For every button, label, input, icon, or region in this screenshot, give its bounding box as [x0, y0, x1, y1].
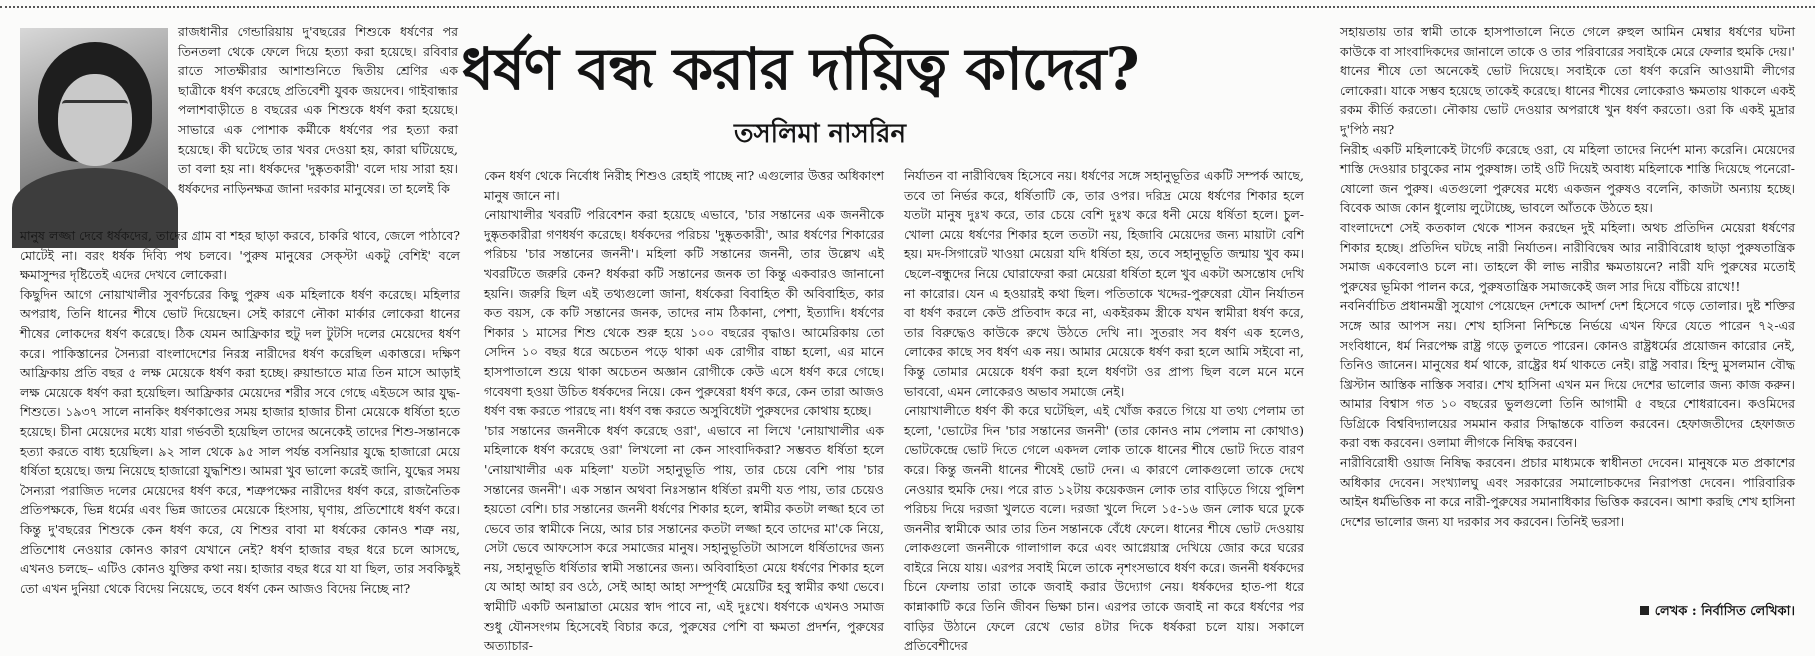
paragraph: সহায়তায় তার স্বামী তাকে হাসপাতালে নিতে গেলে রুহুল আমিন মেম্বার ধর্ষণের ঘটনা কাউকে বা সাংবাদিকদের জানালে তাকে ও তার পরিবারের সবাইকে মেরে ফেলার হুমকি দেয়।'	[1340, 24, 1795, 59]
paragraph: নোয়াখালীর খবরটি পরিবেশন করা হয়েছে এভাবে, 'চার সন্তানের এক জননীকে দুষ্কৃতকারীরা গণধর্ষণ করেছে। ধর্ষকদের পরিচয় 'দুষ্কৃতকারী', আর ধর্ষণের শিকারের পরিচয় 'চার সন্তানের জননী'। মহিলা কটি সন্তানের জননী, তার উল্লেখ এই খবরটিতে জরুরি কেন? ধর্ষকরা কটি সন্তানের জনক তা কিন্তু একবারও জানানো হয়নি। জরুরি ছিল এই তথ্যগুলো জানা, ধর্ষকেরা বিবাহিত কী অবিবাহিত, কার কত বয়স, কে কটি সন্তানের জনক, তাদের নাম ঠিকানা, পেশা, ইত্যাদি। ধর্ষণের শিকার ১ মাসের শিশু থেকে শুরু হয়ে ১০০ বছরের বৃদ্ধাও। আমেরিকায় তো সেদিন ১০ বছর ধরে অচেতন পড়ে থাকা এক রোগীর বাচ্চা হলো, এর মানে হাসপাতালে শুয়ে থাকা অচেতন অজ্ঞান রোগীকে কেউ এসে ধর্ষণ করে গেছে। গবেষণা হওয়া উচিত ধর্ষকদের নিয়ে। কেন পুরুষেরা ধর্ষণ করে, কেন তারা আজও ধর্ষণ বন্ধ করতে পারছে না। ধর্ষণ বন্ধ করতে অসুবিধেটা পুরুষদের কোথায় হচ্ছে।	[484, 207, 884, 419]
paragraph: 'চার সন্তানের জননীকে ধর্ষণ করেছে ওরা', এভাবে না লিখে 'নোয়াখালীর এক মহিলাকে ধর্ষণ করেছে ওরা' লিখলো না কেন সাংবাদিকরা? সম্ভবত ধর্ষিতা হলে 'নোয়াখালীর এক মহিলা' যতটা সহানুভূতি পায়, তার চেয়ে বেশি পায় 'চার সন্তানের জননী'। এক সন্তান অথবা নিঃসন্তান ধর্ষিতা রমণী যত পায়, তার চেয়েও হয়তো বেশি। চার সন্তানের জননী ধর্ষণের শিকার হলে, স্বামীর কতটা লজ্জা হবে তা ভেবে তার স্বামীকে নিয়ে, আর চার সন্তানের কতটা লজ্জা হবে তাদের মা'কে নিয়ে, সেটা ভেবে আফসোস করে সমাজের মানুষ। সহানুভূতিটা আসলে ধর্ষিতাদের জন্য নয়, সহানুভূতি ধর্ষিতার স্বামী সন্তানের জন্য। অবিবাহিতা মেয়ে ধর্ষণের শিকার হলে যে আহা আহা রব ওঠে, সেই আহা আহা সম্পূর্ণই মেয়েটির হবু স্বামীর কথা ভেবে। স্বামীটি একটি অনাঘ্রাতা মেয়ের স্বাদ পাবে না, এই দুঃখে। ধর্ষণকে এখনও সমাজ শুধু যৌনসংগম হিসেবেই বিচার করে, পুরুষের পেশি বা ক্ষমতা প্রদর্শন, পুরুষের অত্যাচার-	[484, 422, 884, 654]
paragraph: নির্যাতন বা নারীবিদ্বেষ হিসেবে নয়। ধর্ষণের সঙ্গে সহানুভূতির একটি সম্পর্ক আছে, তবে তা নির্ভর করে, ধর্ষিতাটি কে, তার ওপর। দরিদ্র মেয়ে ধর্ষণের শিকার হলে যতটা মানুষ দুঃখ করে, তার চেয়ে বেশি দুঃখ করে ধনী মেয়ে ধর্ষিতা হলে। চুল-খোলা মেয়ে ধর্ষণের শিকার হলে ততটা নয়, হিজাবি মেয়েদের জন্য মায়াটা বেশি হয়। মদ-সিগারেট খাওয়া মেয়েরা যদি ধর্ষিতা হয়, তবে সহানুভূতি জন্মায় খুব কম। ছেলে-বন্ধুদের নিয়ে ঘোরাফেরা করা মেয়েরা ধর্ষিতা হলে খুব একটা অসন্তোষ দেখি না কারোর। যেন এ হওয়ারই কথা ছিল। পতিতাকে খদ্দের-পুরুষেরা যৌন নির্যাতন বা ধর্ষণ করলে কেউ প্রতিবাদ করে না, একইরকম স্ত্রীকে যখন স্বামীরা ধর্ষণ করে, তার বিরুদ্ধেও কাউকে রুখে উঠতে দেখি না। সুতরাং সব ধর্ষণ এক হলেও, লোকের কাছে সব ধর্ষণ এক নয়। আমার মেয়েকে ধর্ষণ করা হলে আমি সইবো না, কিন্তু তোমার মেয়েকে ধর্ষণ করা হলে ধর্ষণটা ওর প্রাপ্য ছিল বলে মনে মনে ভাববো, এমন লোকেরও অভাব সমাজে নেই।	[904, 168, 1304, 399]
square-bullet-icon	[1640, 606, 1649, 615]
article	[20, 18, 1795, 654]
column-3	[904, 166, 1304, 654]
paragraph: মানুষ লজ্জা দেবে ধর্ষকদের, তাদের গ্রাম বা শহর ছাড়া করবে, চাকরি থাবে, জেলে পাঠাবে? মোটেই না। বরং ধর্ষক দিব্যি পথ চলবে। 'পুরুষ মানুষের সেক্স্টা একটু বেশিই' বলে ক্ষমাসুন্দর দৃষ্টিতেই এদের দেখবে লোকেরা।	[20, 228, 460, 283]
paragraph: বাংলাদেশে সেই কতকাল থেকে শাসন করছেন দুই মহিলা। অথচ প্রতিদিন মেয়েরা ধর্ষণের শিকার হচ্ছে। প্রতিদিন ঘটছে নারী নির্যাতন। নারীবিদ্বেষ আর নারীবিরোধ ছাড়া পুরুষতান্ত্রিক সমাজ একবেলাও চলে না। তাহলে কী লাভ নারীর ক্ষমতায়নে? নারী যদি পুরুষের মতোই পুরুষের ভূমিকা পালন করে, পুরুষতান্ত্রিক সমাজকেই জল সার দিয়ে বাঁচিয়ে রাখে!!	[1340, 219, 1795, 294]
paragraph: রাজধানীর গেন্ডারিয়ায় দু'বছরের শিশুকে ধর্ষণের পর তিনতলা থেকে ফেলে দিয়ে হত্যা করা হয়েছে। রবিবার রাতে সাতক্ষীরার আশাশুনিতে দ্বিতীয় শ্রেণির এক ছাত্রীকে ধর্ষণ করেছে প্রতিবেশী যুবক জয়দেব। গাইবান্ধার পলাশবাড়ীতে ৪ বছরের এক শিশুকে ধর্ষণ করা হয়েছে। সাভারে এক পোশাক কর্মীকে ধর্ষণের পর হত্যা করা হয়েছে। কী ঘটেছে তার খবর দেওয়া হয়, কারা ঘটিয়েছে, তা বলা হয় না। ধর্ষকদের 'দুষ্কৃতকারী' বলে দায় সারা হয়। ধর্ষকদের নাড়িনক্ষত্র জানা দরকার মানুষের। তা হলেই কি	[178, 24, 458, 196]
paragraph: নারীবিরোধী ওয়াজ নিষিদ্ধ করবেন। প্রচার মাধ্যমকে স্বাধীনতা দেবেন। মানুষকে মত প্রকাশের অধিকার দেবেন। সংখ্যালঘু এবং সরকারের সমালোচকদের নিরাপত্তা দেবেন। পারিবারিক আইন ধর্মভিত্তিক না করে নারী-পুরুষের সমানাধিকার ভিত্তিক করবেন। আশা করছি শেখ হাসিনা দেশের ভালোর জন্য যা দরকার সব করবেন। তিনিই ভরসা।	[1340, 455, 1795, 529]
author-photo-face	[58, 74, 132, 166]
column-2	[484, 166, 884, 654]
author-byline: তসলিমা নাসরিন	[733, 119, 907, 149]
author-photo	[20, 28, 168, 220]
column-4	[1340, 22, 1795, 582]
author-photo-glasses	[62, 100, 128, 119]
author-note-text: নির্বাসিত লেখিকা।	[1701, 604, 1795, 619]
paragraph: নোয়াখালীতে ধর্ষণ কী করে ঘটেছিল, এই খোঁজ করতে গিয়ে যা তথ্য পেলাম তা হলো, 'ভোটের দিন 'চার সন্তানের জননী' (তার কোনও নাম পেলাম না কোথাও) ভোটকেন্দ্রে ভোট দিতে গেলে একদল লোক তাকে ধানের শীষে ভোট দিতে বারণ করে। কিন্তু জননী ধানের শীষেই ভোট দেন। এ কারণে লোকগুলো তাকে দেখে নেওয়ার হুমকি দেয়। পরে রাত ১২টায় কয়েকজন লোক তার বাড়িতে গিয়ে পুলিশ পরিচয় দিয়ে দরজা খুলতে বলে। দরজা খুলে দিলে ১৫-১৬ জন লোক ঘরে ঢুকে জননীর স্বামীকে আর তার তিন সন্তানকে বেঁধে ফেলে। ধানের শীষে ভোট দেওয়ায় লোকগুলো জননীকে গালাগাল করে এবং আগ্নেয়াস্ত্র দেখিয়ে জোর করে ঘরের বাইরে নিয়ে যায়। এরপর সবাই মিলে তাকে নৃশংসভাবে ধর্ষণ করে। জননী ধর্ষকদের চিনে ফেলায় তারা তাকে জবাই করার উদ্যোগ নেয়। ধর্ষকদের হাত-পা ধরে কান্নাকাটি করে তিনি জীবন ভিক্ষা চান। এরপর তাকে জবাই না করে ধর্ষণের পর বাড়ির উঠানে ফেলে রেখে ভোর ৪টার দিকে ধর্ষকরা চলে যায়। সকালে প্রতিবেশীদের	[904, 403, 1304, 654]
paragraph: নিরীহ একটি মহিলাকেই টার্গেট করেছে ওরা, যে মহিলা তাদের নির্দেশ মান্য করেনি। মেয়েদের শাস্তি দেওয়ার চাবুকের নাম পুরুষাঙ্গ। তাই ওটি দিয়েই অবাধ্য মহিলাকে শাস্তি দিয়েছে পনেরো-ষোলো জন পুরুষ। এতগুলো পুরুষের মধ্যে একজন পুরুষও বলেনি, কাজটা অন্যায় হচ্ছে। বিবেক আজ কোন ধুলোয় লুটোচ্ছে, ভাবলে আঁতকে উঠতে হয়।	[1340, 141, 1795, 216]
paragraph: নবনির্বাচিত প্রধানমন্ত্রী সুযোগ পেয়েছেন দেশকে আদর্শ দেশ হিসেবে গড়ে তোলার। দুষ্ট শক্তির সঙ্গে আর আপস নয়। শেখ হাসিনা নিশ্চিন্তে নির্ভয়ে এখন ফিরে যেতে পারেন ৭২-এর সংবিধানে, ধর্ম নিরপেক্ষ রাষ্ট্র গড়ে তুলতে পারেন। কোনও রাষ্ট্রধর্মের প্রয়োজন কারোর নেই, তিনিও জানেন। মানুষের ধর্ম থাকে, রাষ্ট্রের ধর্ম থাকতে নেই। রাষ্ট্র সবার। হিন্দু মুসলমান বৌদ্ধ খ্রিস্টান আস্তিক নাস্তিক সবার। শেখ হাসিনা এখন মন দিয়ে দেশের ভালোর জন্য কাজ করুন। আমার বিশ্বাস গত ১০ বছরের ভুলগুলো তিনি আগামী ৫ বছরে শোধরাবেন। কওমিদের ডিগ্রিকে বিশ্ববিদ্যালয়ের সমমান করার সিদ্ধান্তকে বাতিল করবেন। হেফাজতীদের হেফাজত করা বন্ধ করবেন। ওলামা লীগকে নিষিদ্ধ করবেন।	[1340, 298, 1795, 451]
column-1-bottom	[20, 226, 460, 618]
paragraph: কিছুদিন আগে নোয়াখালীর সুবর্ণচরের কিছু পুরুষ এক মহিলাকে ধর্ষণ করেছে। মহিলার অপরাধ, তিনি ধানের শীষে ভোট দিয়েছেন। সেই কারণে নৌকা মার্কার লোকেরা ধানের শীষের লোকদের ধর্ষণ করেছে। ঠিক যেমন আফ্রিকার হুটু দল টুটসি দলের মেয়েদের ধর্ষণ করে। পাকিস্তানের সৈন্যরা বাংলাদেশের নিরস্ত্র নারীদের ধর্ষণ করেছিল একাত্তরে। দক্ষিণ আফ্রিকায় প্রতি বছর ৫ লক্ষ মেয়েকে ধর্ষণ করা হচ্ছে। রুয়ান্ডাতে মাত্র তিন মাসে আড়াই লক্ষ মেয়েকে ধর্ষণ করা হয়েছিল। আফ্রিকার মেয়েদের শরীর সবে গেছে এইডসে আর যুদ্ধ-শিশুতে। ১৯৩৭ সালে নানকিং ধর্ষণকাণ্ডের সময় হাজার হাজার চীনা মেয়েকে ধর্ষিতা হতে হয়েছে। চীনা মেয়েদের মধ্যে যারা গর্ভবতী হয়েছিল তাদের অনেকেই তাদের শিশু-সন্তানকে হত্যা করতে বাধ্য হয়েছিল। ৯২ সাল থেকে ৯৫ সাল পর্যন্ত বসনিয়ার যুদ্ধে হাজারো মেয়ে ধর্ষিতা হয়েছে। জন্ম নিয়েছে হাজারো যুদ্ধশিশু। আমরা খুব ভালো করেই জানি, যুদ্ধের সময় সৈন্যরা পরাজিত দলের মেয়েদের ধর্ষণ করে, শত্রুপক্ষের নারীদের ধর্ষণ করে, রাজনৈতিক প্রতিপক্ষকে, ভিন্ন ধর্মের এবং ভিন্ন জাতের মেয়েকে হিংসায়, ঘৃণায়, প্রতিশোধে ধর্ষণ করে। কিন্তু দু'বছরের শিশুকে কেন ধর্ষণ করে, যে শিশুর বাবা মা ধর্ষকের কোনও শত্রু নয়, প্রতিশোধ নেওয়ার কোনও কারণ যেখানে নেই? ধর্ষণ হাজার বছর ধরে চলে আসছে, এখনও চলছে– এটিও কোনও যুক্তির কথা নয়। হাজার বছর ধরে যা যা ছিল, তার সবকিছুই তো এখন দুনিয়া থেকে বিদেয় নিয়েছে, তবে ধর্ষণ কেন আজও বিদেয় নিচ্ছে না?	[20, 286, 460, 596]
paragraph: কেন ধর্ষণ থেকে নির্বোধ নিরীহ শিশুও রেহাই পাচ্ছে না? এগুলোর উত্তর অধিকাংশ মানুষ জানে না।	[484, 168, 884, 203]
author-note-label: লেখক :	[1654, 604, 1697, 619]
author-note	[1600, 603, 1795, 621]
headline: ধর্ষণ বন্ধ করার দায়িত্ব কাদের?	[461, 35, 1139, 103]
paragraph: ধানের শীষে তো অনেকেই ভোট দিয়েছে। সবাইকে তো ধর্ষণ করেনি আওয়ামী লীগের লোকেরা। যাকে সম্ভব হয়েছে তাকেই করেছে। ধানের শীষের লোকেরাও ক্ষমতায় থাকলে একই রকম কীর্তি করতো। নৌকায় ভোট দেওয়ার অপরাধে খুন ধর্ষণ করতো। ওরা কি একই মুদ্রার দু'পিঠ নয়?	[1340, 63, 1795, 137]
top-dotted-rule	[0, 6, 1815, 8]
